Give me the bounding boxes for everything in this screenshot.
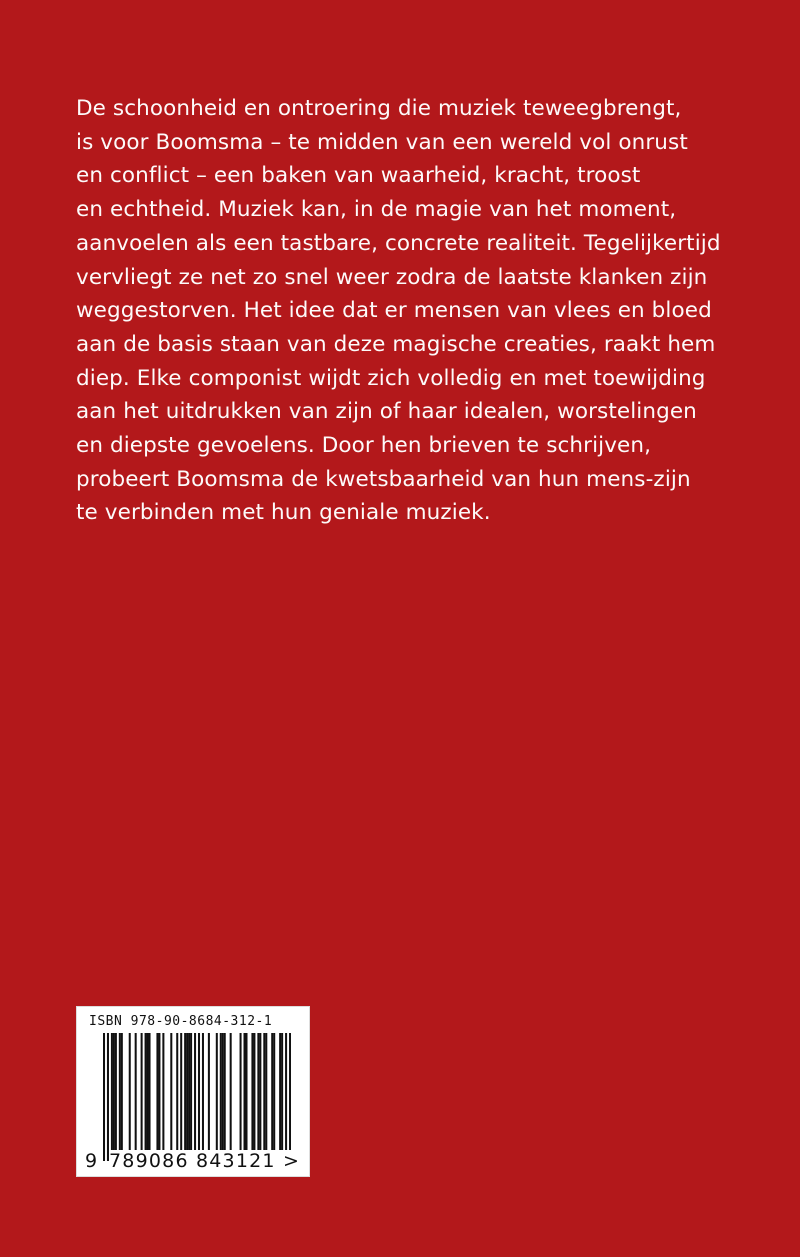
barcode-bars — [103, 1033, 291, 1161]
barcode-bar — [259, 1033, 261, 1150]
barcode-bar — [208, 1033, 210, 1150]
barcode-bar — [156, 1033, 158, 1150]
barcode-bar — [273, 1033, 275, 1150]
barcode-bar — [194, 1033, 196, 1161]
blurb-line: en diepste gevoelens. Door hen brieven te schrijven, — [76, 433, 652, 459]
barcode-bar — [265, 1033, 267, 1150]
blurb-line: is voor Boomsma – te midden van een wereld vol onrust — [76, 129, 688, 155]
barcode-bar — [251, 1033, 253, 1150]
barcode-bar — [145, 1033, 147, 1150]
barcode-bar — [147, 1033, 149, 1150]
barcode-bar — [222, 1033, 224, 1150]
barcode-bar — [285, 1033, 287, 1161]
barcode-bar — [162, 1033, 164, 1150]
blurb-line: en conflict – een baken van waarheid, kracht, troost — [76, 163, 641, 189]
barcode-bar — [119, 1033, 121, 1150]
barcode-bar — [224, 1033, 226, 1150]
barcode-bar — [176, 1033, 178, 1150]
barcode-bar — [281, 1033, 283, 1150]
blurb-line: probeert Boomsma de kwetsbaarheid van hun mens-zijn — [76, 466, 691, 492]
barcode-bar — [253, 1033, 255, 1150]
barcode-bar — [289, 1033, 291, 1161]
barcode-bar — [188, 1033, 190, 1150]
barcode-bar — [121, 1033, 123, 1150]
barcode-bar — [115, 1033, 117, 1150]
barcode-bar — [240, 1033, 242, 1150]
blurb-line: te verbinden met hun geniale muziek. — [76, 500, 491, 526]
ean-digits: 789086 843121 — [109, 1150, 294, 1172]
blurb-line: aanvoelen als een tastbare, concrete realiteit. Tegelijkertijd — [76, 230, 721, 256]
barcode-bar — [220, 1033, 222, 1150]
barcode-bar — [244, 1033, 246, 1150]
barcode-bar — [111, 1033, 113, 1150]
blurb-line: aan de basis staan van deze magische creaties, raakt hem — [76, 331, 716, 357]
barcode-bar — [245, 1033, 247, 1150]
barcode-bar — [257, 1033, 259, 1150]
barcode-bar — [279, 1033, 281, 1150]
barcode-bar — [113, 1033, 115, 1150]
isbn-barcode — [76, 1006, 310, 1177]
barcode-bar — [180, 1033, 182, 1150]
blurb-line: weggestorven. Het idee dat er mensen van vlees en bloed — [76, 298, 712, 324]
ean-first-digit: 9 — [85, 1150, 98, 1172]
barcode-bar — [263, 1033, 265, 1150]
barcode-bar — [186, 1033, 188, 1150]
barcode-bar — [190, 1033, 192, 1150]
isbn-label: ISBN 978-90-8684-312-1 — [89, 1014, 273, 1029]
barcode-bar — [184, 1033, 186, 1150]
barcode-bar — [170, 1033, 172, 1150]
barcode-bar — [271, 1033, 273, 1150]
barcode-bar — [158, 1033, 160, 1150]
barcode-bar — [230, 1033, 232, 1150]
barcode-bar — [198, 1033, 200, 1161]
blurb-line: diep. Elke componist wijdt zich volledig en met toewijding — [76, 365, 706, 391]
quiet-zone-marker: > — [283, 1150, 299, 1172]
barcode-bar — [149, 1033, 151, 1150]
blurb-line: aan het uitdrukken van zijn of haar idealen, worstelingen — [76, 399, 697, 425]
blurb-line: vervliegt ze net zo snel weer zodra de laatste klanken zijn — [76, 264, 708, 290]
barcode-bar — [141, 1033, 143, 1150]
barcode-bar — [216, 1033, 218, 1150]
barcode-bar — [202, 1033, 204, 1150]
barcode-bar — [107, 1033, 109, 1161]
back-cover-blurb — [76, 92, 756, 530]
blurb-line: en echtheid. Muziek kan, in de magie van het moment, — [76, 197, 677, 223]
barcode-bar — [103, 1033, 105, 1161]
blurb-line: De schoonheid en ontroering die muziek teweegbrengt, — [76, 96, 682, 121]
barcode-bar — [129, 1033, 131, 1150]
barcode-bar — [135, 1033, 137, 1150]
